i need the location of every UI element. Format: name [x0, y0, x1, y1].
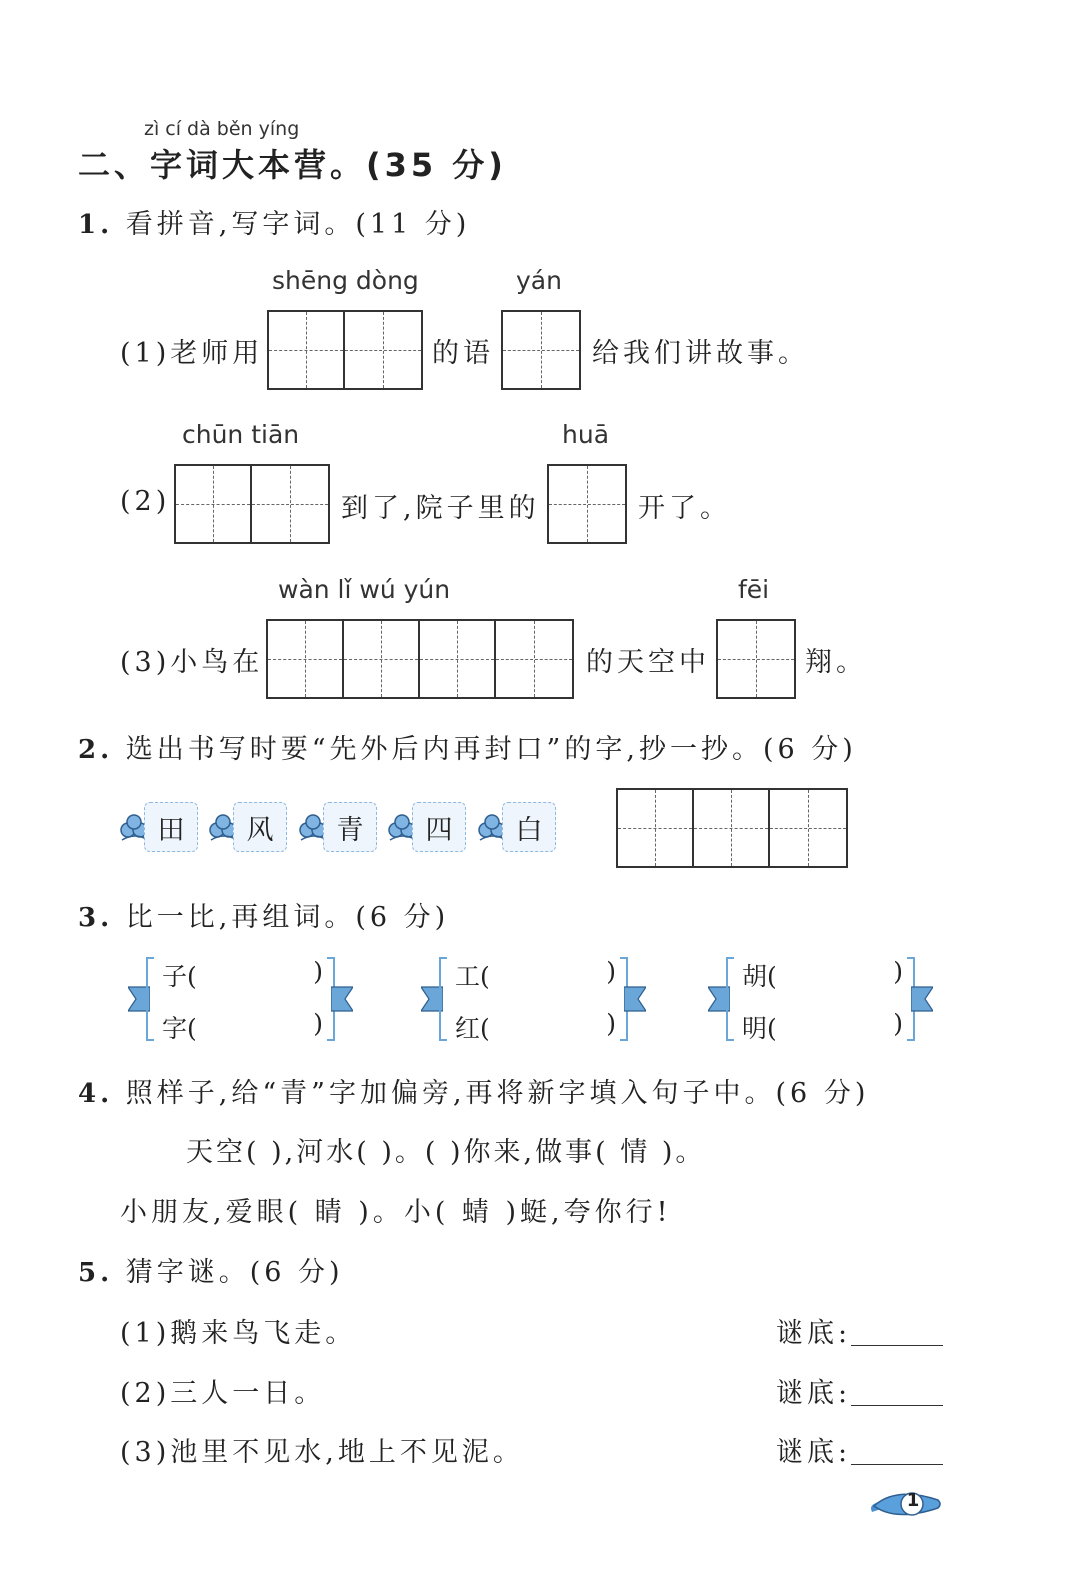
- compare-word: 字(: [162, 1014, 197, 1043]
- grid-cell[interactable]: [503, 312, 579, 388]
- riddle: (1)鹅来鸟飞走。: [120, 1318, 357, 1349]
- grid-cell[interactable]: [269, 312, 345, 388]
- page-number: 1: [906, 1490, 920, 1511]
- close-paren: ): [313, 1009, 323, 1038]
- answer-line[interactable]: [851, 1343, 943, 1346]
- riddle: (2)三人一日。: [120, 1378, 326, 1409]
- writing-grid[interactable]: [266, 619, 574, 699]
- sentence-prefix: (1)老师用: [120, 338, 264, 369]
- writing-grid[interactable]: [616, 788, 848, 868]
- question-number: 3.: [78, 903, 114, 933]
- section-pinyin: zì cí dà běn yíng: [144, 118, 300, 140]
- fill-sentence-2[interactable]: 小朋友,爱眼( 睛 )。小( 蜻 )蜓,夸你行!: [120, 1197, 672, 1228]
- grid-cell[interactable]: [618, 790, 694, 866]
- grid-cell[interactable]: [770, 790, 846, 866]
- question-text: 看拼音,写字词。(11 分): [125, 209, 471, 240]
- sentence-prefix: (3)小鸟在: [120, 647, 264, 678]
- writing-grid[interactable]: [267, 310, 423, 390]
- grid-cell[interactable]: [718, 621, 794, 697]
- question-5: [78, 1250, 344, 1289]
- grid-cell[interactable]: [345, 312, 421, 388]
- question-text: 比一比,再组词。(6 分): [125, 902, 450, 933]
- char-label: 四: [412, 802, 466, 852]
- sentence-suffix: 开了。: [638, 493, 731, 524]
- question-number: 1.: [78, 210, 114, 240]
- question-number: 5.: [78, 1258, 114, 1288]
- grid-cell[interactable]: [344, 621, 420, 697]
- compare-word: 胡(: [742, 962, 777, 991]
- grid-cell[interactable]: [496, 621, 572, 697]
- writing-grid[interactable]: [174, 464, 330, 544]
- question-text: 选出书写时要“先外后内再封口”的字,抄一抄。(6 分): [125, 734, 857, 765]
- sentence-suffix: 翔。: [805, 647, 867, 678]
- question-number: 2.: [78, 735, 114, 765]
- compare-word: 子(: [162, 962, 197, 991]
- sentence-prefix: (2): [120, 486, 171, 517]
- grid-cell[interactable]: [420, 621, 496, 697]
- question-number: 4.: [78, 1079, 114, 1109]
- answer-label: 谜底:: [776, 1437, 852, 1468]
- question-text: 猜字谜。(6 分): [125, 1257, 344, 1288]
- char-option[interactable]: [297, 802, 377, 852]
- sentence-suffix: 给我们讲故事。: [592, 338, 809, 369]
- ribbon-icon: [331, 985, 353, 1013]
- question-3: [78, 895, 449, 934]
- answer-label: 谜底:: [776, 1318, 852, 1349]
- riddle: (3)池里不见水,地上不见泥。: [120, 1437, 524, 1468]
- close-paren: ): [313, 957, 323, 986]
- char-option[interactable]: [118, 802, 198, 852]
- sentence-middle: 的天空中: [586, 647, 710, 678]
- char-label: 风: [233, 802, 287, 852]
- grid-cell[interactable]: [252, 466, 328, 542]
- char-option[interactable]: [476, 802, 556, 852]
- pinyin-label: chūn tiān: [182, 420, 300, 449]
- sentence-middle: 到了,院子里的: [341, 493, 540, 524]
- page-number-badge: [866, 1482, 946, 1526]
- pinyin-label: huā: [562, 420, 610, 449]
- grid-cell[interactable]: [176, 466, 252, 542]
- compare-group: [128, 957, 353, 1041]
- char-label: 田: [144, 802, 198, 852]
- writing-grid[interactable]: [716, 619, 796, 699]
- grid-cell[interactable]: [549, 466, 625, 542]
- answer-label: 谜底:: [776, 1378, 852, 1409]
- fill-sentence-1[interactable]: 天空( ),河水( )。( )你来,做事( 情 )。: [186, 1137, 706, 1168]
- question-4: [78, 1071, 869, 1110]
- question-2: [78, 727, 857, 766]
- close-paren: ): [606, 1009, 616, 1038]
- compare-word: 明(: [742, 1014, 777, 1043]
- char-label: 白: [502, 802, 556, 852]
- grid-cell[interactable]: [268, 621, 344, 697]
- close-paren: ): [893, 1009, 903, 1038]
- writing-grid[interactable]: [547, 464, 627, 544]
- compare-group: [421, 957, 646, 1041]
- grid-cell[interactable]: [694, 790, 770, 866]
- close-paren: ): [606, 957, 616, 986]
- question-1: [78, 202, 470, 241]
- pinyin-label: yán: [516, 266, 562, 295]
- char-option[interactable]: [207, 802, 287, 852]
- char-label: 青: [323, 802, 377, 852]
- ribbon-icon: [911, 985, 933, 1013]
- question-text: 照样子,给“青”字加偏旁,再将新字填入句子中。(6 分): [125, 1078, 870, 1109]
- section-title: 二、字词大本营。(35 分): [78, 146, 507, 184]
- answer-line[interactable]: [851, 1403, 943, 1406]
- ribbon-icon: [624, 985, 646, 1013]
- compare-word: 工(: [455, 962, 490, 991]
- writing-grid[interactable]: [501, 310, 581, 390]
- pinyin-label: shēng dòng: [272, 266, 419, 295]
- close-paren: ): [893, 957, 903, 986]
- compare-word: 红(: [455, 1014, 490, 1043]
- pinyin-label: fēi: [738, 575, 770, 604]
- compare-group: [708, 957, 933, 1041]
- sentence-middle: 的语: [432, 338, 494, 369]
- answer-line[interactable]: [851, 1462, 943, 1465]
- pinyin-label: wàn lǐ wú yún: [278, 575, 451, 604]
- char-option[interactable]: [386, 802, 466, 852]
